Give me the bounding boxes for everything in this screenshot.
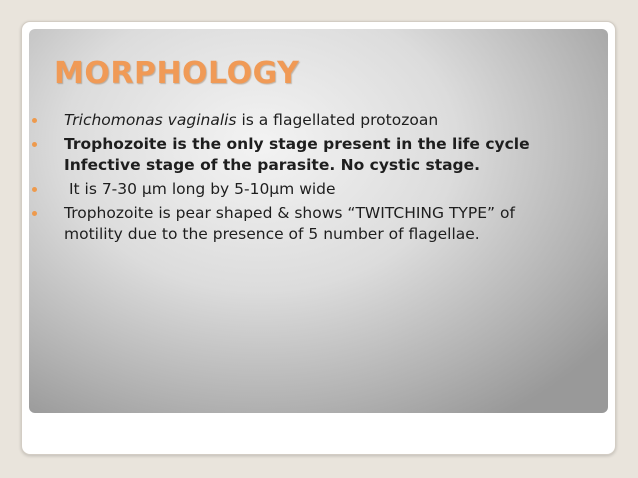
bullet-item-2 [29,134,549,176]
slide-panel [29,29,608,413]
bullet-dot-icon [32,118,37,123]
bullet-list [29,110,549,248]
bullet-3-text: It is 7-30 µm long by 5-10µm wide [64,180,336,198]
bullet-1-species-name: Trichomonas vaginalis [64,111,237,129]
bullet-2-text: Trophozoite is the only stage present in the life cycle Infective stage of the parasite. No cystic stage. [64,135,530,174]
bullet-item-4 [29,203,549,245]
bullet-dot-icon [32,211,37,216]
bullet-1-text: is a flagellated protozoan [236,111,439,129]
bullet-item-3 [29,179,549,200]
bullet-dot-icon [32,142,37,147]
bullet-4-text: Trophozoite is pear shaped & shows “TWITCHING TYPE” of motility due to the presence of 5 number of flagellae. [64,204,515,243]
bullet-dot-icon [32,187,37,192]
slide-title: MORPHOLOGY [54,56,300,91]
bullet-item-1 [29,110,549,131]
